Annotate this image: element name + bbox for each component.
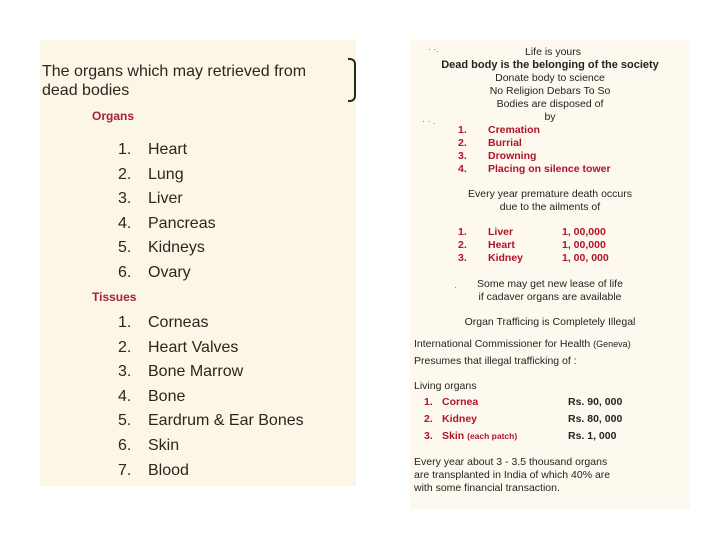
- organ-item: 2. Lung: [118, 165, 184, 183]
- footer-line1: Every year about 3 - 3.5 thousand organs: [414, 456, 608, 468]
- left-title-line2: dead bodies: [42, 82, 130, 99]
- left-title: [42, 62, 352, 100]
- ailment-number: 3.: [458, 252, 467, 264]
- price-organ: Cornea: [442, 396, 479, 408]
- organs-list: [118, 138, 216, 286]
- organ-item: 4. Pancreas: [118, 214, 216, 232]
- ailment-number: 1.: [458, 226, 467, 238]
- ailment-count: 1, 00,000: [562, 239, 606, 251]
- organ-item: 3. Liver: [118, 190, 183, 208]
- disposal-number: 2.: [458, 137, 467, 149]
- disposal-number: 3.: [458, 150, 467, 162]
- organs-heading: Organs: [92, 109, 135, 123]
- tissue-item: 6. Skin: [118, 436, 180, 454]
- dead-body-society: Dead body is the belonging of the society: [441, 59, 659, 71]
- disposal-number: 4.: [458, 163, 467, 175]
- disposal-number: 1.: [458, 124, 467, 136]
- trafficking-illegal: Organ Trafficing is Completely Illegal: [464, 316, 636, 328]
- tissue-item: 2. Heart Valves: [118, 338, 239, 356]
- organ-item: 6. Ovary: [118, 263, 191, 281]
- cadaver-line: if cadaver organs are available: [478, 291, 622, 303]
- footer-line2: are transplanted in India of which 40% are: [414, 469, 611, 481]
- tissue-item: 7. Blood: [118, 461, 189, 479]
- disposal-item: Burrial: [488, 137, 522, 149]
- ailment-name: Kidney: [488, 252, 524, 264]
- ailment-name: Liver: [488, 226, 514, 238]
- price-number: 2.: [424, 413, 433, 425]
- body-donation-scan-right: [410, 40, 690, 509]
- tissue-item: 3. Bone Marrow: [118, 363, 244, 381]
- bracket-decoration: [348, 58, 356, 102]
- scan-speck: · ·.: [428, 44, 439, 54]
- tissue-item: 1. Corneas: [118, 314, 209, 331]
- by-line: by: [544, 111, 556, 123]
- footer-line3: with some financial transaction.: [414, 482, 560, 494]
- left-title-line1: The organs which may retrieved from: [42, 63, 307, 80]
- price-number: 1.: [424, 396, 433, 408]
- ailment-count: 1, 00,000: [562, 226, 606, 238]
- disposal-item: Drowning: [488, 150, 537, 162]
- ailment-number: 2.: [458, 239, 467, 251]
- tissues-list: [118, 311, 304, 483]
- tissues-heading: Tissues: [92, 290, 137, 304]
- commissioner-line: International Commissioner for Health (Geneva): [414, 338, 631, 350]
- price-organ: Skin (each patch): [442, 430, 518, 442]
- price-value: Rs. 1, 000: [568, 430, 617, 442]
- disposal-item: Cremation: [488, 124, 540, 136]
- price-organ: Kidney: [442, 413, 478, 425]
- new-lease-line: Some may get new lease of life: [477, 278, 623, 290]
- price-number: 3.: [424, 430, 433, 442]
- price-value: Rs. 80, 000: [568, 413, 623, 425]
- ailment-count: 1, 00, 000: [562, 252, 609, 264]
- price-value: Rs. 90, 000: [568, 396, 623, 408]
- organ-item: 1. Heart: [118, 141, 188, 158]
- organs-scan-left: [40, 40, 356, 486]
- presumes-line: Presumes that illegal trafficking of :: [414, 355, 577, 367]
- scan-speck: · · .: [422, 116, 436, 126]
- premature-death-line: Every year premature death occurs: [468, 188, 632, 200]
- ailments-line: due to the ailments of: [499, 201, 601, 213]
- ailment-name: Heart: [488, 239, 515, 251]
- tissue-item: 5. Eardrum & Ear Bones: [118, 412, 304, 430]
- scan-speck: ·: [454, 282, 457, 292]
- disposed-line: Bodies are disposed of: [496, 98, 604, 110]
- disposal-item: Placing on silence tower: [488, 163, 611, 175]
- donate-line: Donate body to science: [495, 72, 605, 84]
- organ-item: 5. Kidneys: [118, 239, 205, 257]
- life-is-yours: Life is yours: [524, 46, 582, 58]
- tissue-item: 4. Bone: [118, 387, 186, 405]
- religion-line: No Religion Debars To So: [489, 85, 611, 97]
- living-organs-heading: Living organs: [414, 380, 477, 392]
